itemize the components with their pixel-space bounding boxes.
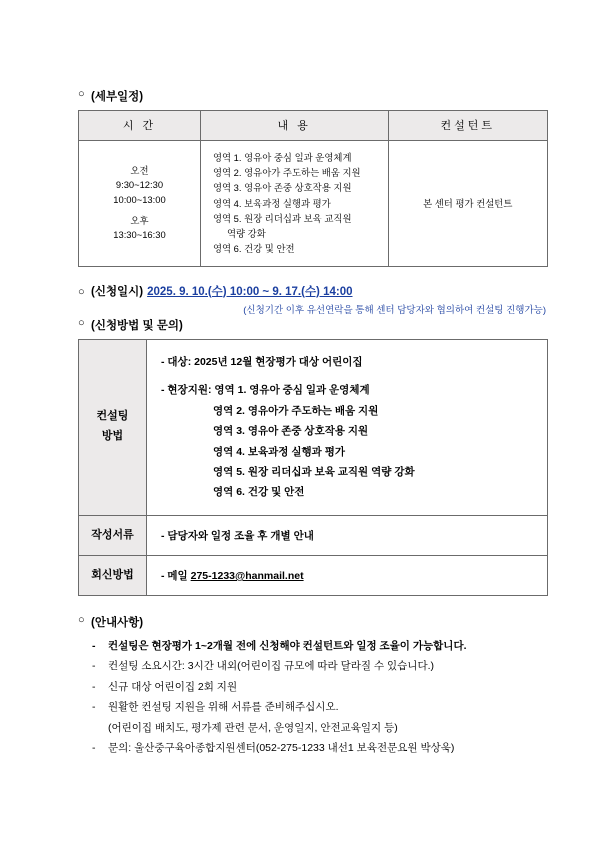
schedule-table	[78, 110, 548, 267]
am-line-2: 10:00~13:00	[113, 194, 166, 206]
schedule-content-cell	[200, 141, 388, 267]
table-header-row	[79, 111, 548, 141]
dash-marker: -	[92, 639, 96, 652]
list-item-text: 원활한 컨설팅 지원을 위해 서류를 준비해주십시오.	[108, 701, 339, 714]
table-row	[79, 141, 548, 267]
am-label: 오전	[130, 164, 149, 176]
list-item-text: 신규 대상 어린이집 2회 지원	[108, 680, 238, 693]
schedule-consultant-cell: 본 센터 평가 컨설턴트	[388, 141, 547, 267]
reply-row-body	[147, 555, 548, 595]
apply-note: (신청기간 이후 유선연락을 통해 센터 담당자와 협의하여 컨설팅 진행가능)	[243, 304, 546, 316]
method-line-2: - 현장지원: 영역 1. 영유아 중심 일과 운영체계	[161, 384, 370, 397]
method-heading-label: (신청방법 및 문의)	[91, 319, 183, 332]
pm-label: 오후	[130, 214, 149, 226]
list-item	[92, 697, 548, 717]
documents-row-label: 작성서류	[79, 515, 147, 555]
email-link[interactable]: 275-1233@hanmail.net	[190, 569, 304, 582]
content-line-1: 영역 1. 영유아 중심 일과 운영체계	[212, 152, 352, 163]
dash-marker: -	[92, 742, 96, 755]
list-item	[92, 677, 548, 697]
bullet-icon: ○	[78, 316, 85, 329]
method-line-7: 영역 6. 건강 및 안전	[213, 486, 305, 499]
list-item	[92, 718, 548, 738]
list-item	[92, 738, 548, 758]
method-label-line-2: 방법	[101, 430, 124, 443]
col-header-consultant: 컨설턴트	[388, 111, 547, 141]
am-line-1: 9:30~12:30	[115, 179, 164, 191]
col-header-content: 내 용	[200, 111, 388, 141]
content-line-5: 영역 5. 원장 리더십과 보육 교직원	[212, 212, 352, 224]
notice-list	[78, 636, 548, 759]
list-item	[92, 656, 548, 676]
notice-heading-label: (안내사항)	[91, 616, 144, 629]
schedule-heading	[78, 88, 548, 104]
method-line-4: 영역 3. 영유아 존중 상호작용 지원	[213, 425, 369, 438]
col-header-time: 시 간	[79, 111, 201, 141]
list-item-text: 문의: 울산중구육아종합지원센터(052-275-1233 내선1 보육전문요원 박상욱)	[108, 742, 455, 755]
dash-marker: -	[92, 660, 96, 673]
schedule-time-cell	[79, 141, 201, 267]
list-item-text: (어린이집 배치도, 평가제 관련 문서, 운영일지, 안전교육일지 등)	[108, 721, 398, 734]
list-item-text: 컨설팅은 현장평가 1~2개월 전에 신청해야 컨설턴트와 일정 조율이 가능합니다.	[108, 639, 467, 652]
apply-date-value: 2025. 9. 10.(수) 10:00 ~ 9. 17.(수) 14:00	[147, 285, 353, 298]
content-line-2: 영역 2. 영유아가 주도하는 배움 지원	[212, 167, 361, 179]
notice-heading	[78, 614, 548, 630]
bullet-icon: ○	[78, 88, 85, 100]
method-line-1: - 대상: 2025년 12월 현장평가 대상 어린이집	[161, 355, 363, 368]
content-line-3: 영역 3. 영유아 존중 상호작용 지원	[212, 182, 352, 194]
dash-marker: -	[92, 680, 96, 693]
method-table	[78, 339, 548, 596]
method-line-3: 영역 2. 영유아가 주도하는 배움 지원	[213, 404, 379, 417]
spacer	[161, 372, 547, 380]
apply-datetime-row	[78, 283, 548, 299]
method-line-6: 영역 5. 원장 리더십과 보육 교직원 역량 강화	[213, 465, 415, 478]
table-row	[79, 339, 548, 515]
content-line-7: 영역 6. 건강 및 안전	[212, 243, 295, 255]
bullet-icon: ○	[78, 285, 85, 298]
method-label-line-1: 컨설팅	[96, 410, 129, 423]
method-row-body	[147, 339, 548, 515]
schedule-heading-label: (세부일정)	[91, 91, 144, 103]
table-row	[79, 515, 548, 555]
content-line-4: 영역 4. 보육과정 실행과 평가	[212, 197, 331, 209]
bullet-icon: ○	[78, 613, 85, 626]
apply-label: (신청일시)	[91, 285, 144, 298]
dash-marker: -	[92, 701, 96, 714]
pm-line-1: 13:30~16:30	[113, 229, 166, 241]
reply-row-label: 회신방법	[79, 555, 147, 595]
method-heading	[78, 317, 548, 333]
method-row-label	[79, 339, 147, 515]
list-item-text: 컨설팅 소요시간: 3시간 내외(어린이집 규모에 따라 달라질 수 있습니다.)	[108, 660, 435, 673]
reply-prefix: - 메일	[161, 569, 191, 582]
table-row	[79, 555, 548, 595]
list-item	[92, 636, 548, 656]
content-line-6: 역량 강화	[226, 228, 266, 240]
method-line-5: 영역 4. 보육과정 실행과 평가	[213, 445, 345, 458]
documents-row-body: - 담당자와 일정 조율 후 개별 안내	[147, 515, 548, 555]
